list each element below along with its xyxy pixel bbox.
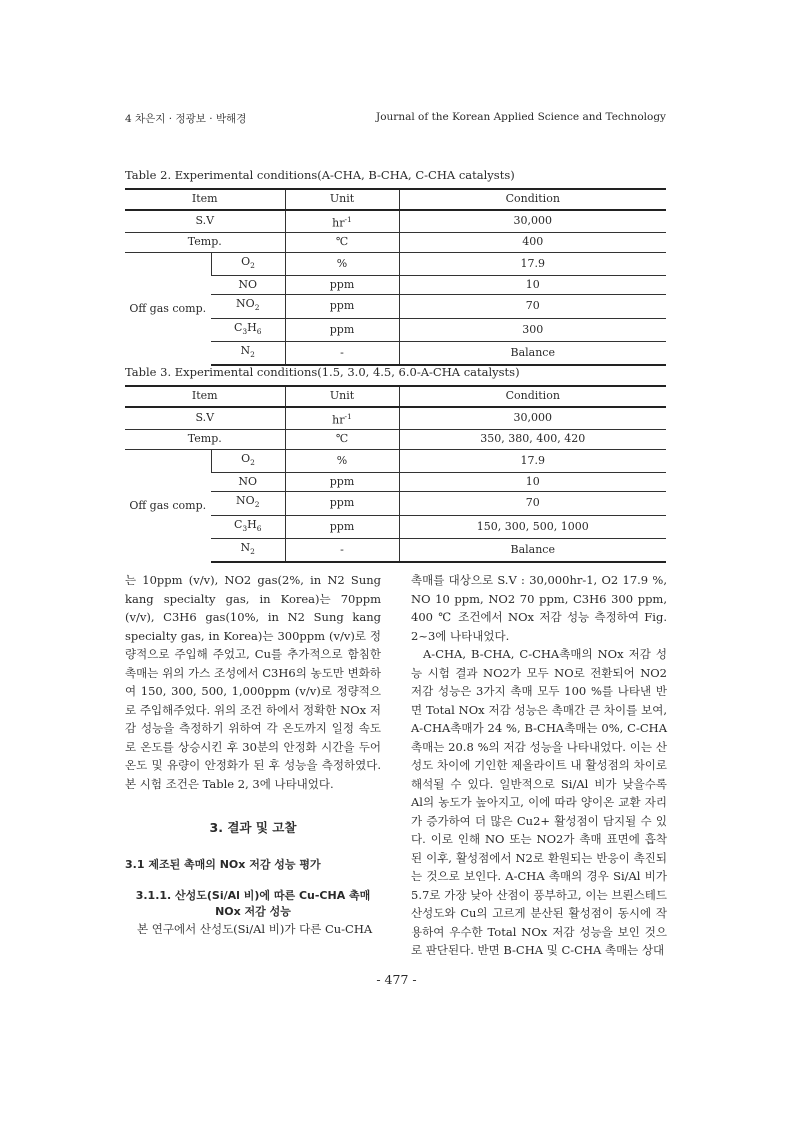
table3-gas-condition: Balance xyxy=(399,538,666,562)
table3 xyxy=(125,385,666,563)
table3-gas-condition: 17.9 xyxy=(399,449,666,472)
table2-gas-unit: % xyxy=(285,252,399,275)
table2-gas-condition: 17.9 xyxy=(399,252,666,275)
table3-temp-item: Temp. xyxy=(125,430,285,450)
right-column xyxy=(411,571,667,960)
table3-offgas-label: Off gas comp. xyxy=(125,449,211,562)
header-authors: 4 차은지 · 정광보 · 박해경 xyxy=(125,113,247,125)
table-row xyxy=(125,407,666,430)
table3-sv-condition: 30,000 xyxy=(399,407,666,430)
table3-header-row xyxy=(125,386,666,407)
page-number: - 477 - xyxy=(376,972,417,987)
table2-caption: Table 2. Experimental conditions(A-CHA, B-CHA, C-CHA catalysts) xyxy=(125,168,515,182)
table3-gas-name: $NO_2$ xyxy=(211,492,285,515)
table-row xyxy=(125,252,666,275)
table3-gas-condition: 70 xyxy=(399,492,666,515)
table3-caption: Table 3. Experimental conditions(1.5, 3.0, 4.5, 6.0-A-CHA catalysts) xyxy=(125,365,520,379)
left-paragraph-1: 는 10ppm (v/v), NO2 gas(2%, in N2 Sung kang specialty gas, in Korea)는 70ppm (v/v), C3H6 gas(10%, in N2 Sung kang specialty gas, in Korea)는 300ppm (v/v)로 정량적으로 주입해 주었고, Cu를 추가적으로 함침한 촉매는 위의 가스 조성에서 C3H6의 농도만 변화하여 150, 300, 500, 1,000ppm (v/v)로 정량적으로 주입해주었다. 위의 조건 하에서 정확한 NOx 저감 성능을 측정하기 위하여 각 온도까지 일정 속도로 온도를 상승시킨 후 30분의 안정화 시간을 두어 온도 및 유량이 안정화가 된 후 성능을 측정하였다. 본 시험 조건은 Table 2, 3에 나타내었다. xyxy=(125,573,381,791)
table2-gas-name: $O_2$ xyxy=(211,252,285,275)
table2-gas-condition: Balance xyxy=(399,341,666,365)
table2-gas-unit: ppm xyxy=(285,295,399,318)
table2-header-unit: Unit xyxy=(285,189,399,210)
table2-temp-condition: 400 xyxy=(399,233,666,253)
right-paragraph-1: 촉매를 대상으로 S.V : 30,000hr-1, O2 17.9 %, NO 10 ppm, NO2 70 ppm, C3H6 300 ppm, 400 ℃ 조건에서 NOx 저감 성능 측정하여 Fig. 2~3에 나타내었다. xyxy=(411,573,667,643)
table2-sv-condition: 30,000 xyxy=(399,210,666,233)
table-row xyxy=(125,430,666,450)
subsection-title: 3.1 제조된 촉매의 NOx 저감 성능 평가 xyxy=(125,857,321,871)
table3-sv-unit: $hr^{-1}$ xyxy=(285,407,399,430)
right-paragraph-2: A-CHA, B-CHA, C-CHA촉매의 NOx 저감 성능 시험 결과 NO2가 모두 NO로 전환되어 NO2 저감 성능은 3가지 촉매 모두 100 %를 나타낸 반면 Total NOx 저감 성능은 촉매간 큰 차이를 보여, A-CHA촉매가 24 %, B-CHA촉매는 0%, C-CHA촉매는 20.8 %의 저감 성능을 나타내었다. 이는 산성도 차이에 기인한 제올라이트 내 활성점의 차이로 해석될 수 있다. 일반적으로 Si/Al 비가 낮을수록 Al의 농도가 높아지고, 이에 따라 양이온 교환 자리가 증가하여 더 많은 Cu2+ 활성점이 담지될 수 있다. 이로 인해 NO 또는 NO2가 촉매 표면에 흡착된 이후, 활성점에서 N2로 환원되는 반응이 촉진되는 것으로 보인다. A-CHA 촉매의 경우 Si/Al 비가 5.7로 가장 낮아 산점이 풍부하고, 이는 브뢴스테드 산성도와 Cu의 고르게 분산된 활성점이 동시에 작용하여 우수한 Total NOx 저감 성능을 보인 것으로 판단된다. 반면 B-CHA 및 C-CHA 촉매는 상대 xyxy=(411,647,667,957)
table3-gas-name: NO xyxy=(211,472,285,492)
table3-gas-name: $N_2$ xyxy=(211,538,285,562)
table3-temp-condition: 350, 380, 400, 420 xyxy=(399,430,666,450)
table3-gas-unit: ppm xyxy=(285,515,399,538)
header-journal: Journal of the Korean Applied Science and Technology xyxy=(376,111,666,123)
table3-header-item: Item xyxy=(125,386,285,407)
table2-gas-name: $C_3H_6$ xyxy=(211,318,285,341)
table2-gas-condition: 10 xyxy=(399,275,666,295)
table2-gas-condition: 300 xyxy=(399,318,666,341)
table2-gas-condition: 70 xyxy=(399,295,666,318)
left-paragraph-2: 본 연구에서 산성도(Si/Al 비)가 다른 Cu-CHA xyxy=(137,922,373,936)
table3-temp-unit: ℃ xyxy=(285,430,399,450)
table2-temp-item: Temp. xyxy=(125,233,285,253)
table3-gas-unit: ppm xyxy=(285,472,399,492)
table2-sv-unit: $hr^{-1}$ xyxy=(285,210,399,233)
table-row xyxy=(125,210,666,233)
table3-gas-condition: 10 xyxy=(399,472,666,492)
table2-sv-item: S.V xyxy=(195,214,215,228)
table2-gas-name: $N_2$ xyxy=(211,341,285,365)
table3-gas-unit: ppm xyxy=(285,492,399,515)
table2-gas-name: $NO_2$ xyxy=(211,295,285,318)
subsubsection-title-line1: 3.1.1. 산성도(Si/Al 비)에 따른 Cu-CHA 촉매 xyxy=(135,889,371,902)
table2-header-item: Item xyxy=(125,189,285,210)
table-row xyxy=(125,449,666,472)
table3-gas-unit: - xyxy=(285,538,399,562)
table3-gas-name: $C_3H_6$ xyxy=(211,515,285,538)
subsubsection-title-line2: NOx 저감 성능 xyxy=(215,905,291,918)
table3-gas-name: $O_2$ xyxy=(211,449,285,472)
table2-header-row xyxy=(125,189,666,210)
table-row xyxy=(125,233,666,253)
table2-gas-unit: ppm xyxy=(285,318,399,341)
table2-offgas-label: Off gas comp. xyxy=(125,252,211,365)
table2 xyxy=(125,188,666,366)
table3-header-unit: Unit xyxy=(285,386,399,407)
left-column xyxy=(125,571,381,939)
table2-gas-unit: - xyxy=(285,341,399,365)
table2-header-condition: Condition xyxy=(399,189,666,210)
table2-gas-name: NO xyxy=(211,275,285,295)
section-title: 3. 결과 및 고찰 xyxy=(209,820,297,835)
table3-gas-unit: % xyxy=(285,449,399,472)
table3-sv-item: S.V xyxy=(195,411,215,425)
table3-gas-condition: 150, 300, 500, 1000 xyxy=(399,515,666,538)
table2-temp-unit: ℃ xyxy=(285,233,399,253)
table2-gas-unit: ppm xyxy=(285,275,399,295)
table3-header-condition: Condition xyxy=(399,386,666,407)
